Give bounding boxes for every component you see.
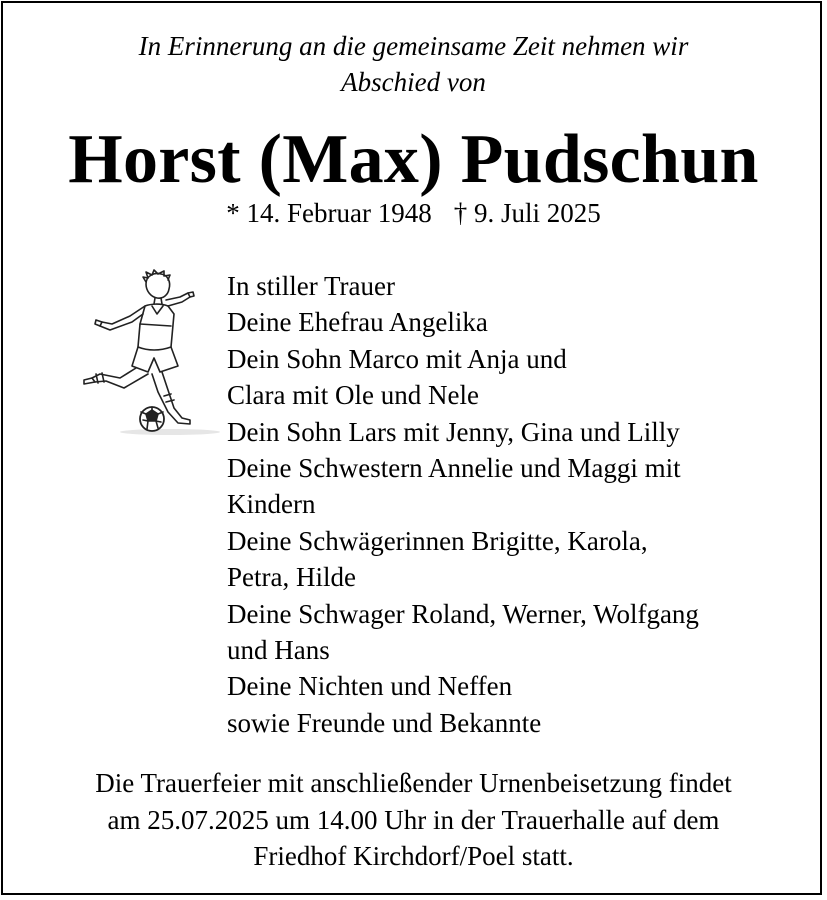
intro-line: In Erinnerung an die gemeinsame Zeit nehmen wir [138, 31, 689, 61]
mourner-line: In stiller Trauer [227, 271, 395, 301]
intro-text [0, 28, 827, 100]
deceased-name: Horst (Max) Pudschun [68, 121, 759, 198]
mourners-list [227, 268, 807, 741]
mourner-line: Deine Ehefrau Angelika [227, 307, 488, 338]
intro-line: Abschied von [341, 67, 486, 97]
mourner-line: Petra, Hilde [227, 562, 356, 593]
mourner-line: Dein Sohn Marco mit Anja und [227, 343, 567, 374]
mourner-line: Clara mit Ole und Nele [227, 380, 479, 411]
mourner-line: und Hans [227, 635, 330, 666]
mourner-line: Deine Nichten und Neffen [227, 671, 513, 702]
ceremony-line: Friedhof Kirchdorf/Poel statt. [253, 841, 574, 871]
mourner-line: Deine Schwägerinnen Brigitte, Karola, [227, 525, 648, 556]
ceremony-info [0, 765, 827, 875]
mourner-line: sowie Freunde und Bekannte [227, 707, 542, 738]
death-date: † 9. Juli 2025 [453, 198, 601, 228]
birth-date: * 14. Februar 1948 [226, 198, 432, 228]
ceremony-line: Die Trauerfeier mit anschließender Urnenbeisetzung findet [95, 768, 732, 798]
life-dates [0, 196, 827, 230]
mourner-line: Kindern [227, 489, 316, 520]
mourner-line: Deine Schwestern Annelie und Maggi mit [227, 453, 681, 484]
mourner-line: Deine Schwager Roland, Werner, Wolfgang [227, 598, 699, 629]
ceremony-line: am 25.07.2025 um 14.00 Uhr in der Trauerhalle auf dem [107, 804, 720, 835]
mourner-line: Dein Sohn Lars mit Jenny, Gina und Lilly [227, 416, 680, 447]
soccer-player-icon [40, 262, 220, 442]
